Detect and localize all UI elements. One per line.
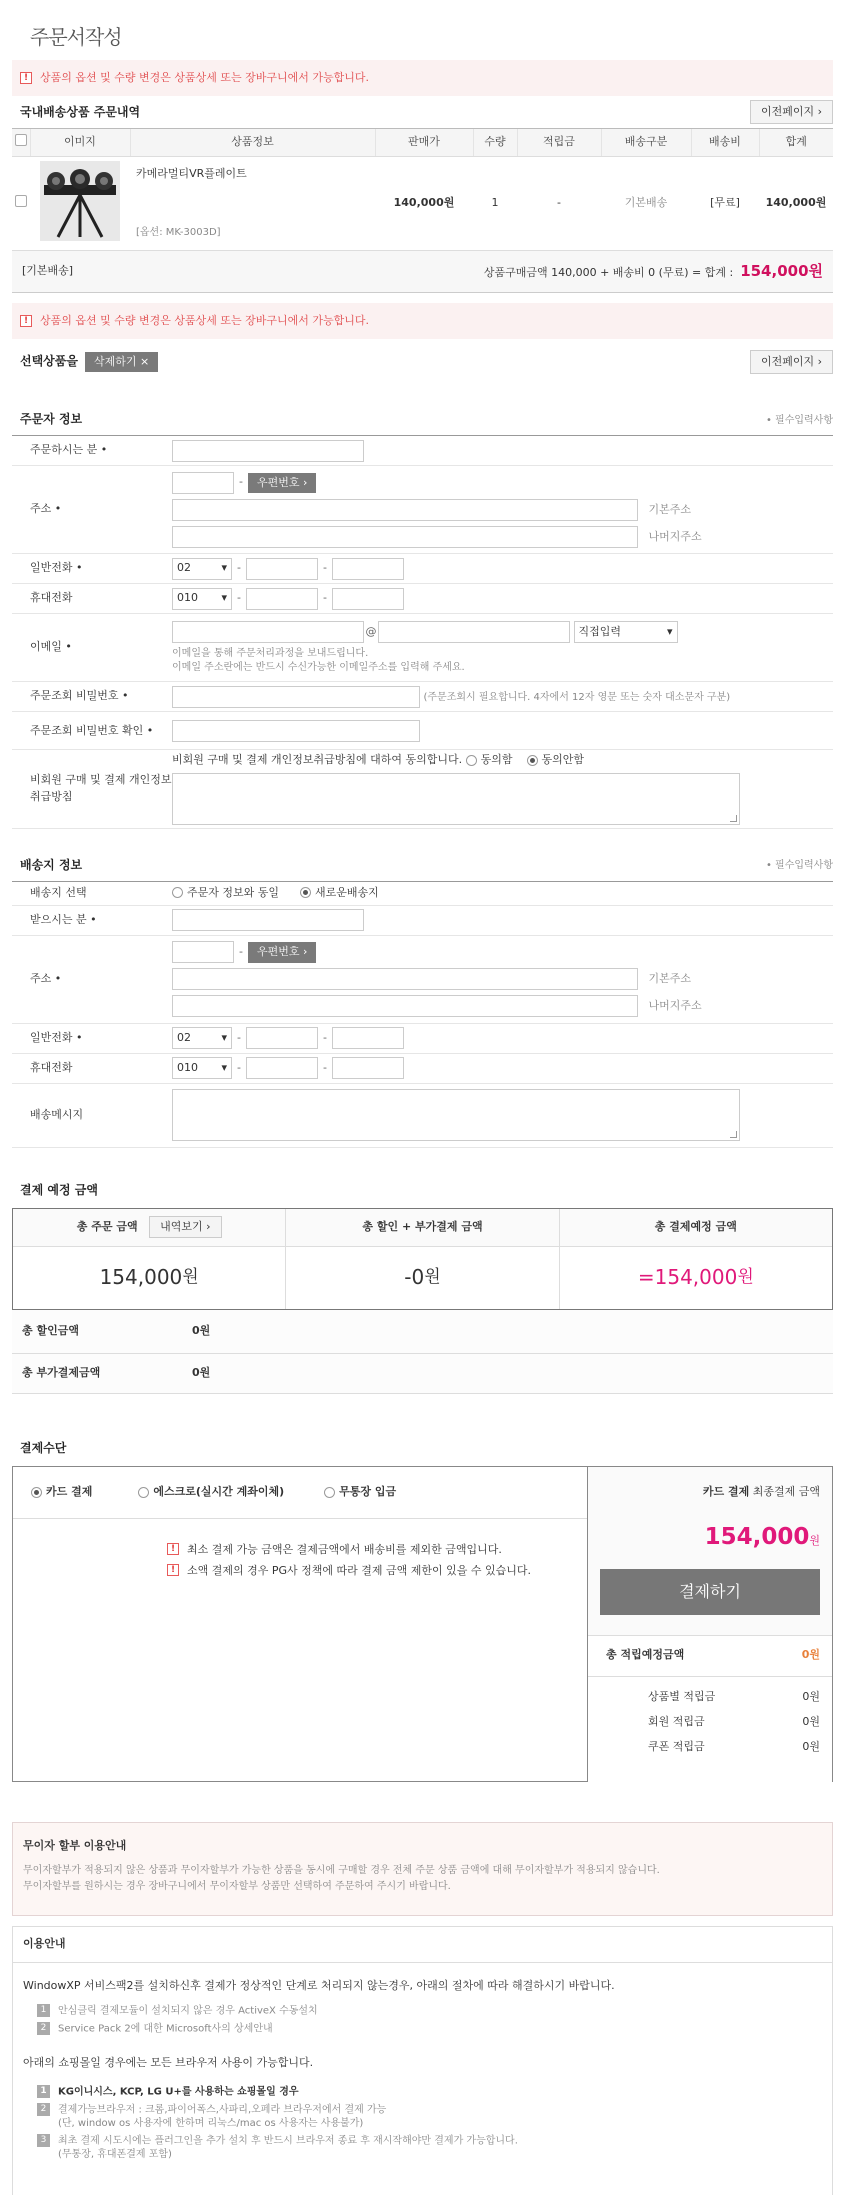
final-label-rest: 최종결제 금액 — [749, 1484, 820, 1498]
step-number: 1 — [37, 2085, 50, 2098]
summary-header — [12, 1148, 833, 1208]
usage-step — [37, 2134, 822, 2148]
caret-down-icon: ▾ — [221, 561, 227, 575]
usage-step-note: (무통장, 휴대폰결제 포함) — [58, 2149, 172, 2161]
ship-mobile-label: 휴대전화 — [30, 1060, 73, 1074]
phone-last-input[interactable] — [332, 558, 404, 580]
points-row-label: 회원 적립금 — [648, 1714, 705, 1728]
usage-step-note: (단, window os 사용자에 한하며 리눅스/mac os 사용자는 사용불가) — [58, 2117, 364, 2129]
orderer-phone-cell — [172, 554, 833, 584]
item-ship-type: 기본배송 — [601, 157, 691, 251]
points-row-value: 0원 — [802, 1739, 820, 1753]
table-row — [12, 157, 833, 251]
privacy-agree-row — [172, 753, 833, 768]
caret-down-icon: ▾ — [221, 1060, 227, 1074]
usage-step-text: KG이니시스, KCP, LG U+를 사용하는 쇼핑몰일 경우 — [58, 2086, 299, 2098]
footer-summary-text: 상품구매금액 140,000 + 배송비 0 (무료) = 합계 : — [483, 266, 734, 280]
email-row — [172, 621, 833, 643]
orderer-phone-label: 일반전화 • — [30, 561, 83, 575]
pw-note: (주문조회시 필요합니다. 4자에서 12자 영문 또는 숫자 대소문자 구분) — [423, 691, 731, 703]
usage-step — [37, 2022, 822, 2036]
usage-box — [12, 1926, 833, 2195]
total-extra-label: 총 부가결제금액 — [22, 1365, 101, 1379]
order-list-header — [12, 96, 833, 128]
summary-payment-val — [560, 1247, 832, 1309]
step-number: 1 — [37, 2004, 50, 2017]
required-note: • 필수입력사항 — [765, 414, 833, 426]
zip-button-label: 우편번호 — [257, 475, 300, 489]
total-discount-label: 총 할인금액 — [22, 1323, 79, 1337]
selected-actions — [12, 339, 833, 385]
col-ship-fee: 배송비 — [691, 129, 759, 157]
order-footer — [12, 251, 833, 293]
step-number: 2 — [37, 2022, 50, 2035]
email-select-value: 직접입력 — [578, 624, 622, 638]
product-image-cell — [30, 157, 130, 251]
disagree-radio[interactable] — [527, 755, 538, 766]
notice-text-2: 상품의 옵션 및 수량 변경은 상품상세 또는 장바구니에서 가능합니다. — [40, 313, 369, 327]
ship-addr-detail-input[interactable] — [172, 995, 638, 1017]
usage-heading-2: 아래의 쇼핑몰일 경우에는 모든 브라우저 사용이 가능합니다. — [23, 2055, 314, 2069]
form-row — [12, 614, 833, 682]
col-ship-type: 배송구분 — [601, 129, 691, 157]
phone-prefix-select[interactable] — [172, 558, 232, 580]
pw-cell — [172, 682, 833, 712]
payment-note-1 — [167, 1543, 567, 1558]
ship-addr-basic-row — [172, 968, 833, 990]
payment-header — [12, 1394, 833, 1466]
prev-page-button-2[interactable] — [750, 350, 833, 374]
card-radio[interactable] — [31, 1487, 42, 1498]
orderer-header — [12, 385, 833, 435]
ship-zip-row — [172, 941, 833, 963]
caret-down-icon: ▾ — [666, 624, 673, 638]
email-id-input[interactable] — [172, 621, 364, 643]
ship-message-cell — [172, 1083, 833, 1147]
form-row — [12, 935, 833, 1023]
agree-radio[interactable] — [466, 755, 477, 766]
form-row — [12, 466, 833, 554]
receiver-name-input[interactable] — [172, 909, 364, 931]
final-label — [588, 1467, 832, 1500]
detail-button-label: 내역보기 — [160, 1219, 203, 1233]
usage-step-text: 최초 결제 시도시에는 플러그인을 추가 설치 후 반드시 브라우저 종료 후 재시작해야만 결제가 가능합니다. — [58, 2135, 518, 2147]
points-total-label: 총 적립예정금액 — [606, 1648, 685, 1662]
form-row — [12, 1083, 833, 1147]
hyphen: - — [239, 944, 243, 958]
ship-addr-detail-row — [172, 995, 833, 1017]
ship-addr-basic-input[interactable] — [172, 968, 638, 990]
col-qty: 수량 — [473, 129, 517, 157]
pw-confirm-cell — [172, 712, 833, 750]
mobile-prefix-value: 010 — [177, 591, 198, 605]
total-discount-row — [12, 1310, 833, 1354]
final-unit: 원 — [809, 1533, 820, 1547]
escrow-label: 에스크로(실시간 계좌이체) — [153, 1484, 285, 1498]
shipping-title: 배송지 정보 — [20, 857, 83, 872]
shipping-header — [12, 829, 833, 881]
escrow-radio[interactable] — [138, 1487, 149, 1498]
form-row — [12, 712, 833, 750]
prev-page-label: 이전페이지 — [760, 104, 815, 118]
notice-banner — [12, 60, 833, 96]
summary-box — [12, 1208, 833, 1310]
footer-summary — [484, 261, 823, 281]
payment-note-1-text: 최소 결제 가능 금액은 결제금액에서 배송비를 제외한 금액입니다. — [187, 1542, 502, 1556]
chevron-right-icon: › — [817, 104, 822, 118]
email-at: @ — [365, 624, 377, 638]
total-order-value: 154,000 — [99, 1265, 183, 1290]
new-address-radio[interactable] — [300, 887, 311, 898]
payment-unit: 원 — [737, 1267, 754, 1288]
orderer-mobile-cell — [172, 584, 833, 614]
summary-discount-val — [286, 1247, 558, 1309]
usage-heading-1: WindowXP 서비스팩2를 설치하신후 결제가 정상적인 단계로 처리되지 않는경우, 아래의 절차에 따라 해결하시기 바랍니다. — [23, 1978, 615, 1992]
ship-message-label: 배송메시지 — [30, 1107, 84, 1121]
card-label: 카드 결제 — [46, 1484, 93, 1498]
orderer-name-label: 주문하시는 분 • — [30, 443, 108, 457]
footer-label: [기본배송] — [22, 264, 74, 278]
product-option: [옵션: MK-3003D] — [136, 226, 221, 238]
hyphen: - — [237, 1030, 241, 1044]
addr-basic-input[interactable] — [172, 499, 638, 521]
form-row — [12, 1053, 833, 1083]
col-info: 상품정보 — [130, 129, 375, 157]
orderer-email-label: 이메일 • — [30, 640, 72, 654]
new-address-label: 새로운배송지 — [315, 885, 379, 899]
ship-mobile-cell — [172, 1053, 833, 1083]
usage-step-text: 결제가능브라우저 : 크롬,파이어폭스,사파리,오페라 브라우저에서 결제 가능 — [58, 2104, 387, 2116]
receiver-name-label: 받으시는 분 • — [30, 912, 97, 926]
phone-mid-input[interactable] — [246, 558, 318, 580]
mobile-mid-input[interactable] — [246, 588, 318, 610]
warning-icon: ! — [167, 1543, 179, 1555]
warning-icon: ! — [20, 72, 32, 84]
phone-prefix-value: 02 — [177, 561, 191, 575]
interest-free-line-1: 무이자할부가 적용되지 않은 상품과 무이자할부가 가능한 상품을 동시에 구매할 경우 전체 주문 상품 금액에 대해 무이자할부가 적용되지 않습니다. — [23, 1864, 660, 1876]
summary-total-order-val — [13, 1247, 285, 1309]
orderer-email-cell — [172, 614, 833, 682]
item-total: 140,000원 — [759, 157, 833, 251]
email-domain-input[interactable] — [378, 621, 570, 643]
points-row — [648, 1735, 820, 1760]
warning-icon: ! — [20, 315, 32, 327]
points-row-value: 0원 — [802, 1689, 820, 1703]
item-points: - — [517, 157, 601, 251]
ship-phone-prefix-value: 02 — [177, 1030, 191, 1044]
hyphen: - — [237, 1060, 241, 1074]
product-image[interactable] — [40, 161, 120, 241]
ship-zip-button-label: 우편번호 — [257, 945, 300, 959]
pay-button[interactable]: 결제하기 — [600, 1569, 820, 1615]
pw-confirm-input[interactable] — [172, 720, 420, 742]
total-discount-value: 0원 — [192, 1323, 211, 1337]
interest-free-line-2: 무이자할부를 원하시는 경우 장바구니에서 무이자할부 상품만 선택하여 주문하여 주시기 바랍니다. — [23, 1881, 451, 1893]
receiver-name-cell — [172, 905, 833, 935]
ship-message-textarea[interactable] — [172, 1089, 740, 1141]
form-row — [12, 554, 833, 584]
zip-button[interactable]: 우편번호 › — [248, 473, 316, 494]
payment-title: 결제수단 — [20, 1440, 67, 1455]
ship-addr-basic-label: 기본주소 — [648, 972, 692, 986]
prev-page-label-2: 이전페이지 — [760, 354, 815, 368]
privacy-textarea[interactable] — [172, 773, 740, 825]
summary-total-order — [13, 1209, 285, 1309]
select-all-cell — [12, 129, 30, 157]
bank-radio[interactable] — [324, 1487, 335, 1498]
item-ship-fee: [무료] — [691, 157, 759, 251]
chevron-right-icon: › — [817, 354, 822, 368]
row-check-cell — [12, 157, 30, 251]
step-number: 3 — [37, 2134, 50, 2147]
summary-total-order-head — [13, 1209, 285, 1247]
points-row — [648, 1710, 820, 1735]
hyphen: - — [237, 591, 241, 605]
addr-basic-label: 기본주소 — [648, 502, 692, 516]
payment-value: =154,000 — [637, 1265, 738, 1290]
method-row — [13, 1467, 587, 1519]
total-extra-value: 0원 — [192, 1365, 211, 1379]
agree-label: 동의함 — [480, 753, 513, 766]
ship-address-label: 주소 • — [30, 971, 62, 985]
ship-select-cell — [172, 881, 833, 905]
ship-select-label: 배송지 선택 — [30, 885, 87, 899]
page-title: 주문서작성 — [30, 25, 122, 49]
hyphen: - — [239, 475, 243, 489]
same-as-orderer-label: 주문자 정보와 동일 — [187, 885, 280, 899]
usage-step-text[interactable]: 안심클릭 결제모듈이 설치되지 않은 경우 ActiveX 수동설치 — [58, 2005, 318, 2017]
zip-row — [172, 472, 833, 494]
total-order-unit: 원 — [182, 1267, 199, 1288]
usage-title: 이용안내 — [13, 1927, 832, 1963]
disagree-label: 동의안함 — [541, 753, 585, 766]
required-note-2: • 필수입력사항 — [765, 860, 833, 872]
shipping-form — [12, 881, 833, 1148]
orderer-name-cell — [172, 436, 833, 466]
discount-label: 총 할인 + 부가결제 금액 — [286, 1209, 558, 1247]
usage-body — [13, 1963, 832, 2162]
points-total-value: 0원 — [801, 1648, 820, 1662]
ship-zip-input[interactable] — [172, 941, 234, 963]
form-row — [12, 905, 833, 935]
ship-addr-detail-label: 나머지주소 — [648, 999, 702, 1013]
total-extra-row — [12, 1354, 833, 1394]
points-row — [648, 1685, 820, 1710]
usage-step-text[interactable]: Service Pack 2에 대한 Microsoft사의 상세안내 — [58, 2023, 273, 2035]
points-total-row — [588, 1635, 832, 1677]
addr-detail-row — [172, 526, 833, 548]
ship-zip-button[interactable]: 우편번호 › — [248, 942, 316, 963]
usage-step — [37, 2004, 822, 2018]
form-row — [12, 750, 833, 829]
orderer-address-cell — [172, 466, 833, 554]
form-row — [12, 436, 833, 466]
interest-free-box — [12, 1822, 833, 1916]
col-price: 판매가 — [375, 129, 473, 157]
usage-step — [37, 2085, 822, 2099]
col-image: 이미지 — [30, 129, 130, 157]
zip-input[interactable] — [172, 472, 234, 494]
interest-free-title: 무이자 할부 이용안내 — [23, 1838, 127, 1852]
pw-input[interactable] — [172, 686, 420, 708]
points-row-value: 0원 — [802, 1714, 820, 1728]
pw-confirm-label: 주문조회 비밀번호 확인 • — [30, 723, 154, 737]
orderer-form — [12, 435, 833, 829]
ship-phone-label: 일반전화 • — [30, 1030, 83, 1044]
ship-mobile-prefix-value: 010 — [177, 1060, 198, 1074]
col-total: 합계 — [759, 129, 833, 157]
email-note-2: 이메일 주소란에는 반드시 수신가능한 이메일주소를 입력해 주세요. — [172, 661, 465, 673]
email-domain-select[interactable] — [574, 621, 678, 643]
selected-label: 선택상품을 — [20, 353, 78, 368]
summary-payment — [559, 1209, 832, 1309]
privacy-label: 비회원 구매 및 결제 개인정보취급방침 — [30, 773, 172, 803]
caret-down-icon: ▾ — [221, 591, 227, 605]
step-number: 2 — [37, 2103, 50, 2116]
prev-page-button[interactable] — [750, 100, 833, 124]
payment-note-2-text: 소액 결제의 경우 PG사 정책에 따라 결제 금액 제한이 있을 수 있습니다. — [187, 1563, 532, 1577]
hyphen: - — [323, 591, 327, 605]
final-amount: 154,000 — [704, 1523, 810, 1550]
bank-label: 무통장 입금 — [339, 1484, 397, 1498]
item-price: 140,000원 — [375, 157, 473, 251]
discount-value: -0 — [404, 1265, 425, 1290]
form-row — [12, 1023, 833, 1053]
final-amount-row — [588, 1500, 832, 1553]
notice-banner-2 — [12, 303, 833, 339]
mobile-last-input[interactable] — [332, 588, 404, 610]
form-row — [12, 881, 833, 905]
detail-button[interactable]: 내역보기 › — [149, 1216, 221, 1238]
summary-title: 결제 예정 금액 — [20, 1182, 98, 1197]
product-name[interactable]: 카메라멀티VR플레이트 — [136, 167, 247, 180]
email-note-1: 이메일을 통해 주문처리과정을 보내드립니다. — [172, 648, 369, 659]
ship-address-cell — [172, 935, 833, 1023]
hyphen: - — [237, 561, 241, 575]
discount-unit: 원 — [424, 1267, 441, 1288]
orderer-mobile-label: 휴대전화 — [30, 591, 73, 605]
ship-mobile-prefix-select[interactable] — [172, 1057, 232, 1079]
ship-phone-mid-input[interactable] — [246, 1027, 318, 1049]
selected-actions-left — [20, 352, 158, 373]
points-list — [588, 1677, 832, 1787]
points-row-label: 상품별 적립금 — [648, 1689, 716, 1703]
hyphen: - — [323, 1030, 327, 1044]
item-qty: 1 — [473, 157, 517, 251]
payment-note-2 — [167, 1564, 567, 1579]
product-info-cell — [130, 157, 375, 251]
hyphen: - — [323, 561, 327, 575]
addr-basic-row — [172, 499, 833, 521]
ship-mobile-last-input[interactable] — [332, 1057, 404, 1079]
addr-detail-input[interactable] — [172, 526, 638, 548]
order-table-header — [12, 129, 833, 157]
total-order-label: 총 주문 금액 — [76, 1219, 138, 1233]
select-all-checkbox[interactable] — [15, 134, 27, 146]
orderer-title: 주문자 정보 — [20, 411, 83, 426]
payment-box — [12, 1466, 833, 1782]
mobile-prefix-select[interactable] — [172, 588, 232, 610]
orderer-name-input[interactable] — [172, 440, 364, 462]
col-points: 적립금 — [517, 129, 601, 157]
privacy-cell — [172, 750, 833, 829]
payment-notes — [13, 1519, 587, 1579]
hyphen: - — [323, 1060, 327, 1074]
footer-total: 154,000원 — [740, 262, 823, 281]
ship-phone-cell — [172, 1023, 833, 1053]
usage-step — [37, 2103, 822, 2117]
form-row — [12, 682, 833, 712]
payment-label: 총 결제예정 금액 — [560, 1209, 832, 1247]
ship-mobile-mid-input[interactable] — [246, 1057, 318, 1079]
privacy-text: 비회원 구매 및 결제 개인정보취급방침에 대하여 동의합니다. — [172, 753, 463, 766]
form-row — [12, 584, 833, 614]
ship-phone-prefix-select[interactable] — [172, 1027, 232, 1049]
summary-discount — [285, 1209, 558, 1309]
order-table — [12, 128, 833, 251]
delete-selected-button[interactable]: 삭제하기 × — [85, 352, 158, 373]
caret-down-icon: ▾ — [221, 1030, 227, 1044]
row-checkbox[interactable] — [15, 195, 27, 207]
points-row-label: 쿠폰 적립금 — [648, 1739, 705, 1753]
warning-icon: ! — [167, 1564, 179, 1576]
ship-phone-last-input[interactable] — [332, 1027, 404, 1049]
orderer-address-label: 주소 • — [30, 502, 62, 516]
same-as-orderer-radio[interactable] — [172, 887, 183, 898]
addr-detail-label: 나머지주소 — [648, 529, 702, 543]
pw-label: 주문조회 비밀번호 • — [30, 689, 129, 703]
notice-text: 상품의 옵션 및 수량 변경은 상품상세 또는 장바구니에서 가능합니다. — [40, 70, 369, 84]
payment-methods — [13, 1467, 588, 1781]
final-label-strong: 카드 결제 — [702, 1484, 750, 1498]
payment-final — [588, 1467, 832, 1781]
order-list-title: 국내배송상품 주문내역 — [20, 104, 141, 119]
